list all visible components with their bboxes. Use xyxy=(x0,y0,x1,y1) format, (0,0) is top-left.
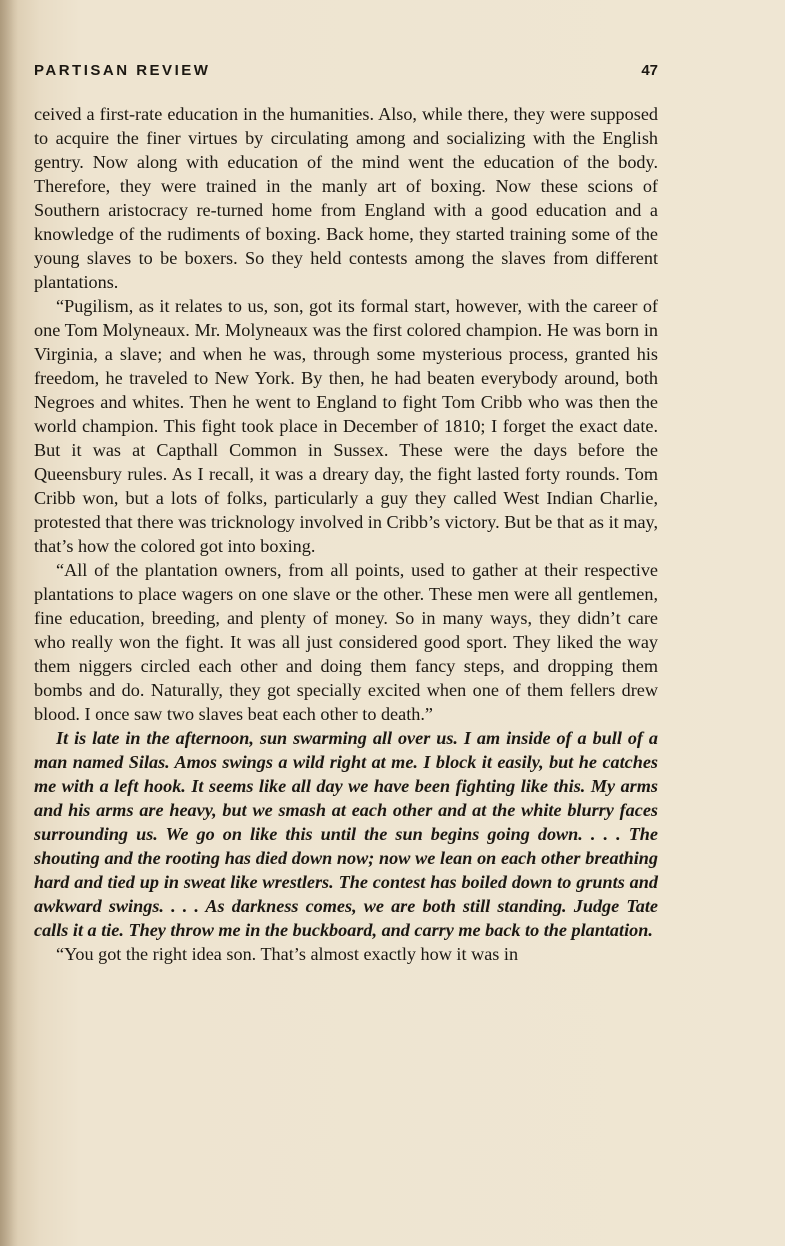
body-text xyxy=(34,102,658,966)
running-head xyxy=(34,62,658,82)
binding-shadow xyxy=(0,0,18,1246)
paragraph-plantation-owners: “All of the plantation owners, from all points, used to gather at their respective plantations to place wagers on one slave or the other. These men were all gentlemen, fine education, breeding, and plenty of money. So in many ways, they didn’t care who really won the fight. It was all just considered good sport. They liked the way them niggers circled each other and doing them fancy steps, and dropping them bombs and do. Naturally, they got specially excited when one of them fellers drew blood. I once saw two slaves beat each other to death.” xyxy=(34,560,658,724)
paragraph-final: “You got the right idea son. That’s almost exactly how it was in xyxy=(56,944,519,964)
page-number: 47 xyxy=(641,62,658,79)
paragraph-molyneaux: “Pugilism, as it relates to us, son, got its formal start, however, with the career of one Tom Molyneaux. Mr. Molyneaux was the first colored champion. He was born in Virginia, a slave; and when he was, through some mysterious process, granted his freedom, he traveled to New York. By then, he had beaten everybody around, both Negroes and whites. Then he went to England to fight Tom Cribb who was then the world champion. This fight took place in December of 1810; I forget the exact date. But it was at Capthall Common in Sussex. These were the days before the Queensbury rules. As I recall, it was a dreary day, the fight lasted forty rounds. Tom Cribb won, but a lots of folks, particularly a guy they called West Indian Charlie, protested that there was tricknology involved in Cribb’s victory. But be that as it may, that’s how the colored got into boxing. xyxy=(34,296,658,556)
paragraph-continued: ceived a first-rate education in the humanities. Also, while there, they were supposed to acquire the finer virtues by circulating among and socializing with the English gentry. Now along with education of the mind went the education of the body. Therefore, they were trained in the manly art of boxing. Now these scions of Southern aristocracy re-turned home from England with a good education and a knowledge of the rudiments of boxing. Back home, they started training some of the young slaves to be boxers. So they held contests among the slaves from different plantations. xyxy=(34,104,658,292)
paragraph-fight-narrative: It is late in the afternoon, sun swarming all over us. I am inside of a bull of a man named Silas. Amos swings a wild right at me. I block it easily, but he catches me with a left hook. It seems like all day we have been fighting like this. My arms and his arms are heavy, but we smash at each other and at the white blurry faces surrounding us. We go on like this until the sun begins going down. . . . The shouting and the rooting has died down now; now we lean on each other breathing hard and tied up in sweat like wrestlers. The contest has boiled down to grunts and awkward swings. . . . As darkness comes, we are both still standing. Judge Tate calls it a tie. They throw me in the buckboard, and carry me back to the plantation. xyxy=(34,728,658,940)
journal-title: PARTISAN REVIEW xyxy=(34,62,211,79)
